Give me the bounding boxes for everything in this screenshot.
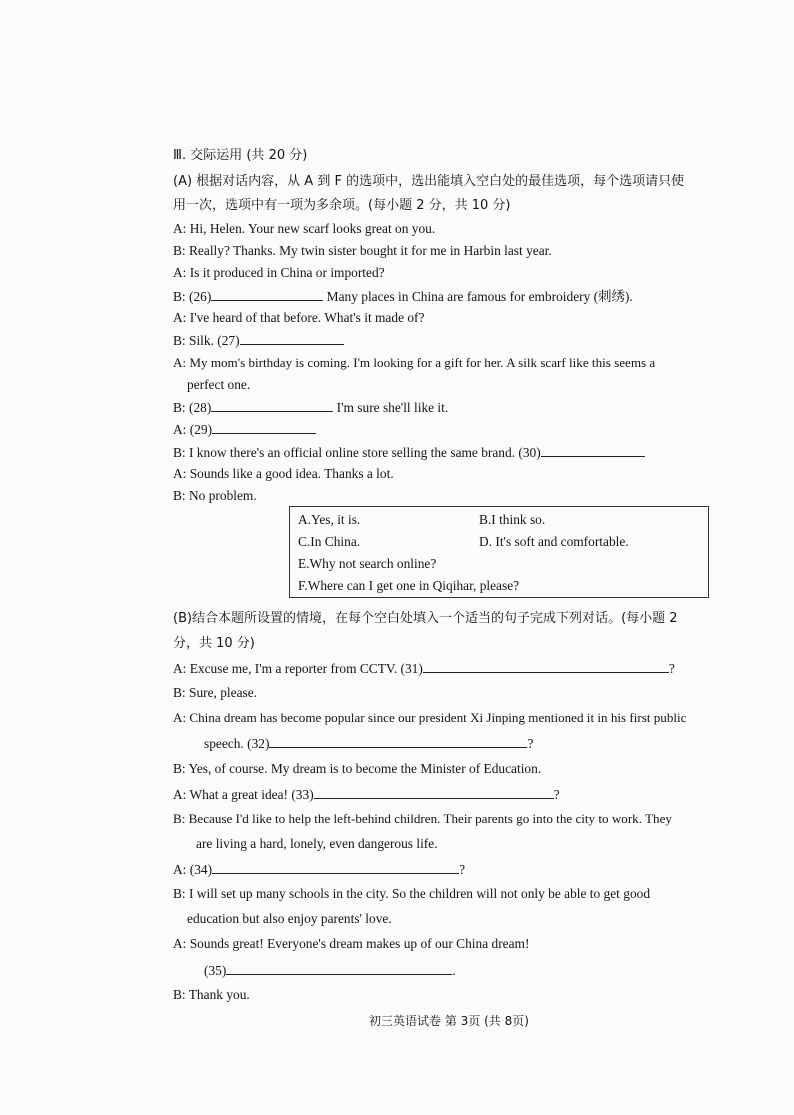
option-d: D. It's soft and comfortable. bbox=[479, 534, 629, 549]
dialogue-a-line: A: My mom's birthday is coming. I'm looking for a gift for her. A silk scarf like this seems a bbox=[173, 355, 656, 370]
dialogue-b-line: B: Because I'd like to help the left-behind children. Their parents go into the city to work. They bbox=[173, 811, 672, 826]
dialogue-a-speaker-text: B: (28) bbox=[173, 400, 212, 415]
dialogue-b-line-continuation: ? bbox=[459, 862, 466, 877]
dialogue-a-line bbox=[173, 399, 448, 416]
dialogue-a-line bbox=[173, 288, 633, 305]
dialogue-a-line bbox=[173, 444, 645, 461]
dialogue-b-speaker-text: A: What a great idea! (33) bbox=[173, 787, 314, 802]
part-b-instructions-line2: 分，共 10 分) bbox=[173, 636, 255, 651]
dialogue-a-line bbox=[173, 421, 316, 438]
dialogue-b-speaker-text: A: Excuse me, I'm a reporter from CCTV. (31) bbox=[173, 661, 423, 676]
dialogue-b-line: education but also enjoy parents' love. bbox=[187, 911, 392, 926]
answer-blank-29[interactable] bbox=[212, 421, 316, 434]
dialogue-b-line-continuation: ? bbox=[668, 661, 675, 676]
dialogue-a-line: B: No problem. bbox=[173, 488, 257, 503]
answer-blank-31[interactable] bbox=[423, 660, 669, 673]
dialogue-a-line: B: Really? Thanks. My twin sister bought it for me in Harbin last year. bbox=[173, 243, 552, 258]
dialogue-a-line-continuation: I'm sure she'll like it. bbox=[333, 400, 449, 415]
dialogue-a-line bbox=[173, 332, 344, 349]
dialogue-b-line: are living a hard, lonely, even dangerous life. bbox=[196, 836, 438, 851]
dialogue-a-speaker-text: B: Silk. (27) bbox=[173, 333, 240, 348]
option-c: C.In China. bbox=[298, 534, 361, 549]
dialogue-b-speaker-text: A: (34) bbox=[173, 862, 213, 877]
option-e: E.Why not search online? bbox=[298, 556, 437, 571]
dialogue-b-line: B: I will set up many schools in the city. So the children will not only be able to get good bbox=[173, 886, 651, 901]
answer-blank-32[interactable] bbox=[269, 735, 527, 748]
dialogue-a-line: A: Is it produced in China or imported? bbox=[173, 265, 385, 280]
dialogue-b-line: B: Sure, please. bbox=[173, 685, 258, 700]
part-a-instructions-line2: 用一次，选项中有一项为多余项。(每小题 2 分，共 10 分) bbox=[173, 198, 511, 213]
options-box bbox=[289, 506, 709, 598]
part-b-instructions-line1: (B)结合本题所设置的情境，在每个空白处填入一个适当的句子完成下列对话。(每小题 2 bbox=[173, 611, 678, 626]
option-b: B.I think so. bbox=[479, 512, 546, 527]
dialogue-a-speaker-text: A: (29) bbox=[173, 422, 213, 437]
dialogue-b-speaker-text: speech. (32) bbox=[204, 736, 270, 751]
dialogue-b-line bbox=[204, 962, 456, 979]
dialogue-b-line: A: Sounds great! Everyone's dream makes up of our China dream! bbox=[173, 936, 530, 951]
dialogue-b-line-continuation: . bbox=[452, 963, 456, 978]
dialogue-b-line bbox=[173, 861, 465, 878]
dialogue-b-line: B: Thank you. bbox=[173, 987, 250, 1002]
answer-blank-26[interactable] bbox=[211, 288, 323, 301]
answer-blank-28[interactable] bbox=[211, 399, 333, 412]
answer-blank-27[interactable] bbox=[240, 332, 344, 345]
dialogue-b-speaker-text: (35) bbox=[204, 963, 227, 978]
section-title: Ⅲ. 交际运用 (共 20 分) bbox=[173, 148, 308, 163]
dialogue-a-speaker-text: B: (26) bbox=[173, 289, 212, 304]
dialogue-a-line: A: I've heard of that before. What's it made of? bbox=[173, 310, 425, 325]
dialogue-b-line-continuation: ? bbox=[553, 787, 560, 802]
dialogue-b-line: B: Yes, of course. My dream is to become the Minister of Education. bbox=[173, 761, 542, 776]
dialogue-b-line bbox=[204, 735, 533, 752]
dialogue-b-line-continuation: ? bbox=[527, 736, 534, 751]
dialogue-a-speaker-text: B: I know there's an official online store selling the same brand. (30) bbox=[173, 445, 541, 460]
dialogue-b-line: A: China dream has become popular since our president Xi Jinping mentioned it in his first public bbox=[173, 710, 687, 725]
option-a: A.Yes, it is. bbox=[298, 512, 361, 527]
dialogue-a-line: perfect one. bbox=[187, 377, 251, 392]
answer-blank-33[interactable] bbox=[314, 786, 554, 799]
answer-blank-30[interactable] bbox=[541, 444, 645, 457]
dialogue-b-line bbox=[173, 660, 675, 677]
dialogue-a-line-continuation: Many places in China are famous for embroidery (刺绣). bbox=[323, 289, 633, 304]
answer-blank-35[interactable] bbox=[226, 962, 452, 975]
part-a-instructions-line1: (A) 根据对话内容，从 A 到 F 的选项中，选出能填入空白处的最佳选项，每个选项请只使 bbox=[173, 174, 685, 189]
dialogue-b-line bbox=[173, 786, 560, 803]
dialogue-a-line: A: Hi, Helen. Your new scarf looks great on you. bbox=[173, 221, 436, 236]
dialogue-a-line: A: Sounds like a good idea. Thanks a lot. bbox=[173, 466, 394, 481]
page-footer: 初三英语试卷 第 3页 (共 8页) bbox=[369, 1014, 529, 1028]
answer-blank-34[interactable] bbox=[212, 861, 459, 874]
option-f: F.Where can I get one in Qiqihar, please? bbox=[298, 578, 520, 593]
